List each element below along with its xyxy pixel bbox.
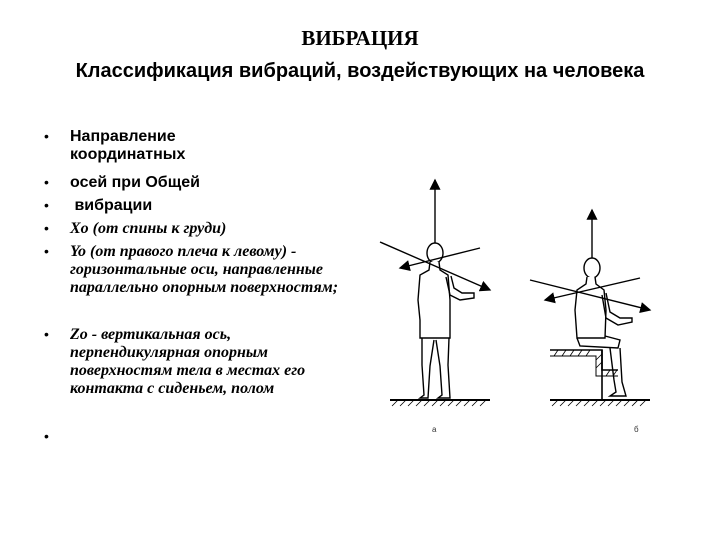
bullet-marker: •	[44, 128, 49, 144]
floor-hatch-seated	[552, 350, 646, 406]
figure-label-a: a	[432, 425, 437, 434]
figure-label-b: б	[634, 425, 639, 434]
bullet-text-yo: Yo (от правого плеча к левому) - горизонтальные оси, направленные параллельно опорным поверхностям;	[70, 243, 339, 296]
bullet-text-axes: осей при Общей	[70, 174, 200, 191]
slide-subtitle: Классификация вибраций, воздействующих на человека	[75, 60, 645, 82]
slide-title: ВИБРАЦИЯ	[301, 26, 419, 50]
bullet-marker: •	[44, 243, 49, 259]
bullet-text-vibration: вибрации	[70, 197, 153, 214]
vibration-axes-figure	[370, 160, 670, 450]
bullet-marker: •	[44, 220, 49, 236]
bullet-text-direction: Направление координатных	[70, 128, 186, 163]
bullet-marker: •	[44, 174, 49, 190]
standing-figure	[380, 180, 490, 400]
bullet-text-zo: Zo - вертикальная ось, перпендикулярная опорным поверхностям тела в местах его контакта с сиденьем, полом	[70, 326, 306, 397]
seated-figure	[530, 210, 650, 400]
bullet-marker: •	[44, 428, 49, 444]
bullet-marker: •	[44, 326, 49, 342]
bullet-marker: •	[44, 197, 49, 213]
bullet-text-xo: Xo (от спины к груди)	[70, 220, 227, 237]
